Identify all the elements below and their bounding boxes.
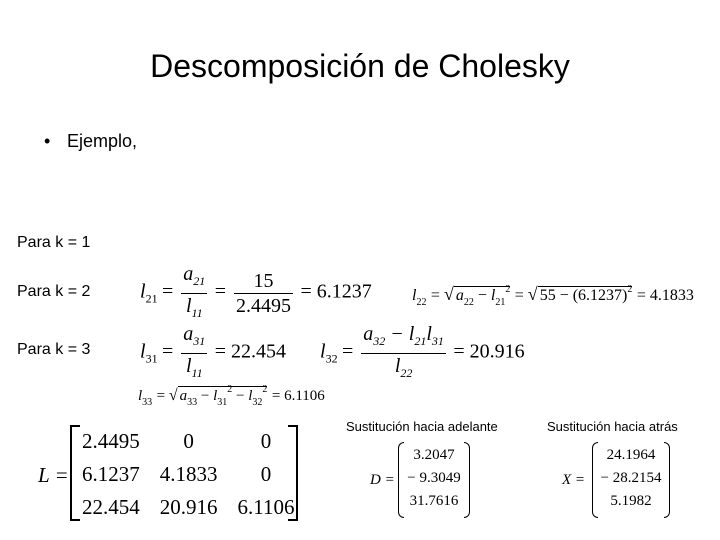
vector-D: [398, 442, 470, 516]
backward-caption: Sustitución hacia atrás: [547, 419, 678, 434]
vector-cell: 31.7616: [409, 493, 459, 509]
vector-D-label: D =: [370, 472, 395, 488]
slide-title: Descomposición de Cholesky: [150, 48, 570, 84]
right-brace: [664, 442, 670, 518]
bullet-item: [44, 131, 137, 152]
l22-b-value: 6.1237: [578, 287, 623, 304]
l31-value: 22.454: [231, 340, 287, 363]
step-k2-label: Para k = 2: [17, 283, 91, 300]
matrix-row: [72, 425, 304, 458]
vector-cell: 3.2047: [413, 447, 455, 463]
equation-l31: $l_{31}$ = $\frac{a_{31}}{l_{11}}$ = 22.454: [140, 323, 287, 380]
matrix-L-label: L =: [38, 463, 69, 487]
vector-X-label: X =: [562, 472, 586, 488]
matrix-cell: 0: [260, 462, 272, 486]
vector-cell: 5.1982: [610, 493, 652, 509]
l32-value: 20.916: [469, 340, 525, 363]
forward-caption: Sustitución hacia adelante: [346, 419, 498, 434]
matrix-cell: 6.1106: [237, 495, 295, 519]
vector-cell: 24.1964: [606, 447, 656, 463]
equation-l33: $l_{33}$ = √ $a_{33} - l_{31}^2 - l_{32}^2 = 6.1106$: [138, 384, 325, 408]
l22-value: 4.1833: [649, 287, 694, 304]
bullet-text: Ejemplo,: [67, 131, 138, 151]
l22-a-value: 55: [539, 287, 556, 304]
matrix-cell: 0: [183, 429, 194, 453]
matrix-cell: 4.1833: [159, 462, 218, 486]
vector-cell: − 28.2154: [600, 470, 662, 486]
bullet-icon: •: [44, 131, 51, 151]
vector-X: [592, 442, 670, 516]
matrix-cell: 6.1237: [82, 462, 140, 486]
step-k3-label: Para k = 3: [17, 341, 91, 358]
l21-denominator: 2.4495: [236, 295, 292, 317]
matrix-cell: 0: [260, 429, 272, 453]
matrix-row: [72, 458, 304, 491]
matrix-row: [72, 491, 304, 524]
vector-X-table: [598, 444, 664, 513]
matrix-cell: 20.916: [159, 495, 218, 519]
vector-D-table: [404, 444, 464, 513]
matrix-L-table: [72, 425, 304, 524]
step-k1-label: Para k = 1: [17, 234, 91, 251]
matrix-L: [70, 425, 298, 519]
l33-value: 6.1106: [284, 388, 325, 404]
matrix-cell: 2.4495: [82, 429, 140, 453]
equation-l21: $l_{21}$ = $\frac{a_{21}}{l_{11}}$ = $\frac{15}{2.4495}$ = 6.1237: [140, 263, 372, 320]
equation-l32: $l_{32}$ = $\frac{a_{32} - l_{21}l_{31}}{l_{22}}$ = 20.916: [320, 323, 525, 380]
equation-l22: $l_{22}$ = √ $a_{22} - l_{21}^2$ = √ $55 - (6.1237)^2 = 4.1833$: [412, 284, 694, 308]
l21-numerator: 15: [234, 269, 293, 294]
l21-value: 6.1237: [316, 280, 372, 303]
vector-cell: − 9.3049: [407, 470, 461, 486]
right-brace: [464, 442, 470, 518]
matrix-cell: 22.454: [82, 495, 140, 519]
